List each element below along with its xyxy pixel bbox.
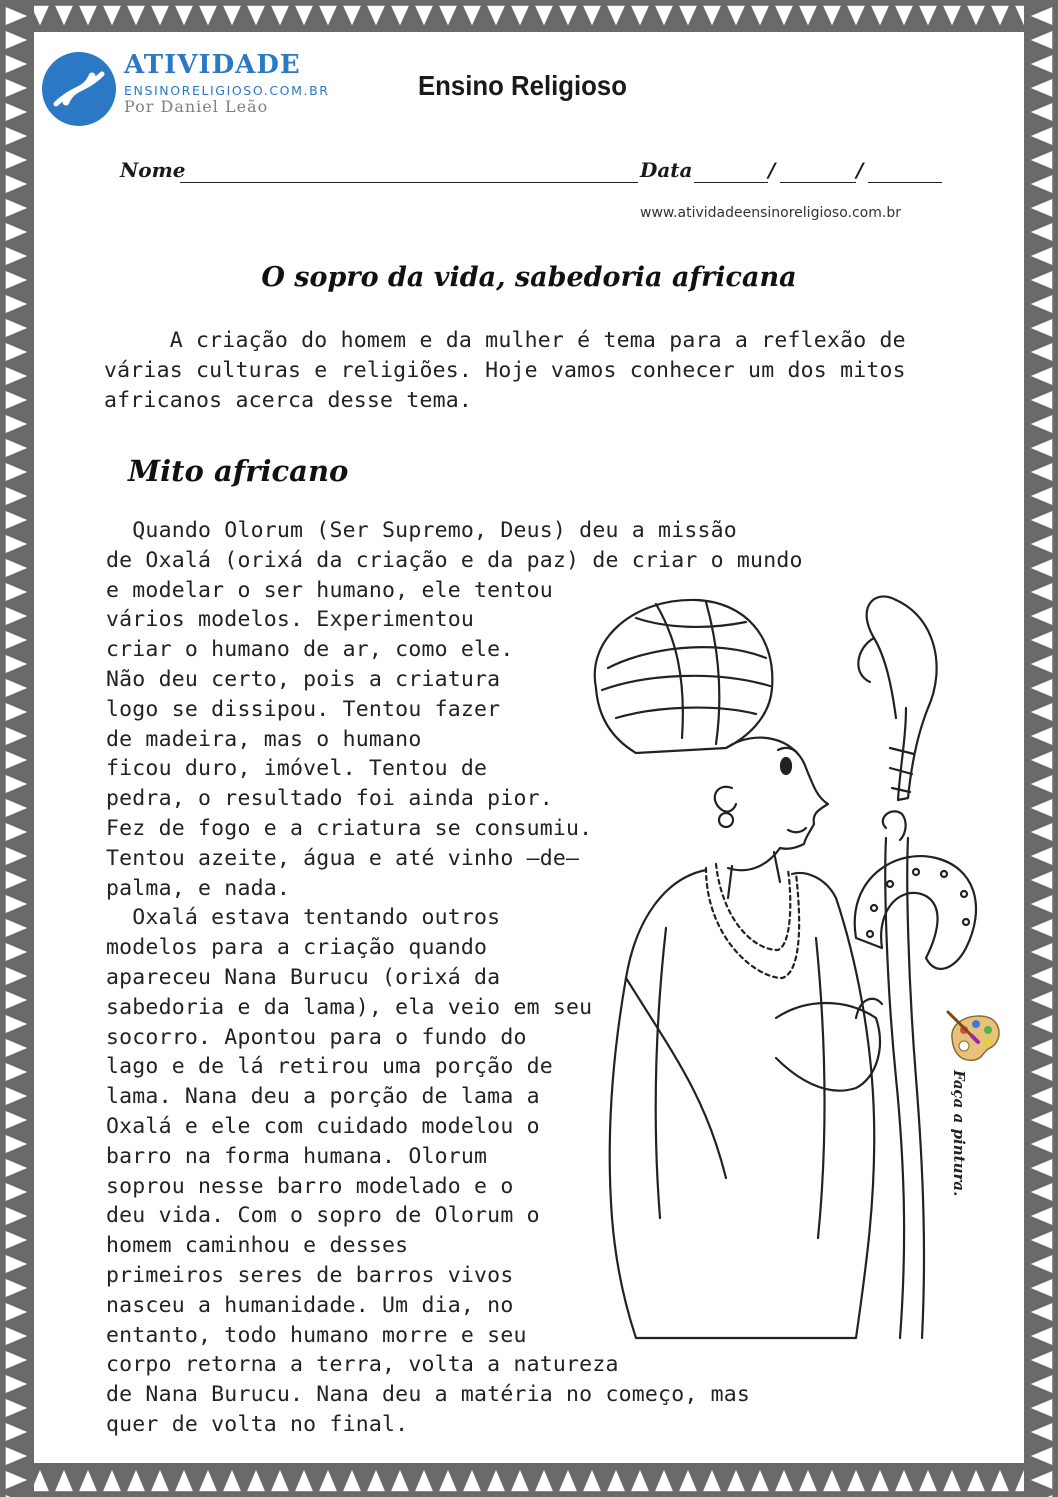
name-date-line — [120, 158, 942, 188]
story-line: lama. Nana deu a porção de lama a — [106, 1084, 540, 1110]
date-month-field[interactable] — [780, 182, 856, 183]
story-line: entanto, todo humano morre e seu — [106, 1322, 527, 1348]
story-line: criar o humano de ar, como ele. — [106, 637, 514, 663]
story-line: vários modelos. Experimentou — [106, 607, 475, 633]
site-logo — [42, 42, 372, 122]
oxala-figure-illustration — [556, 578, 986, 1348]
decorative-border-left — [0, 0, 34, 1497]
intro-line: A criação do homem e da mulher é tema para a reflexão de — [104, 328, 906, 353]
decorative-border-right — [1024, 0, 1058, 1497]
story-line: de Nana Burucu. Nana deu a matéria no começo, mas — [106, 1382, 751, 1408]
story-line: modelos para a criação quando — [106, 935, 488, 961]
story-line: palma, e nada. — [106, 875, 291, 901]
decorative-border-bottom — [0, 1463, 1058, 1497]
story-line: Oxalá estava tentando outros — [106, 905, 501, 931]
story-line: Quando Olorum (Ser Supremo, Deus) deu a missão — [106, 518, 737, 543]
website-url: www.atividadeensinoreligioso.com.br — [640, 205, 901, 221]
date-label: Data — [640, 158, 693, 182]
paint-instruction — [948, 1070, 988, 1220]
intro-paragraph — [104, 326, 964, 416]
story-line: de Oxalá (orixá da criação e da paz) de criar o mundo — [106, 547, 803, 573]
story-line: logo se dissipou. Tentou fazer — [106, 696, 501, 722]
logo-title: ATIVIDADE — [124, 50, 301, 80]
story-line: apareceu Nana Burucu (orixá da — [106, 964, 501, 990]
decorative-border-top — [0, 0, 1058, 32]
story-line: homem caminhou e desses — [106, 1233, 409, 1259]
story-line: corpo retorna a terra, volta a natureza — [106, 1352, 619, 1378]
story-line: lago e de lá retirou uma porção de — [106, 1054, 553, 1080]
story-line: primeiros seres de barros vivos — [106, 1262, 514, 1288]
intro-line: africanos acerca desse tema. — [104, 388, 473, 413]
page-title: O sopro da vida, sabedoria africana — [261, 262, 797, 293]
date-separator: / — [768, 158, 776, 182]
paint-palette-icon — [944, 1008, 1004, 1064]
paint-instruction-text: Faça a pintura. — [950, 1070, 968, 1197]
intro-line: várias culturas e religiões. Hoje vamos conhecer um dos mitos — [104, 358, 906, 383]
story-line: ficou duro, imóvel. Tentou de — [106, 756, 488, 782]
date-day-field[interactable] — [694, 182, 768, 183]
story-line: socorro. Apontou para o fundo do — [106, 1024, 527, 1050]
story-line: pedra, o resultado foi ainda pior. — [106, 786, 553, 812]
date-year-field[interactable] — [868, 182, 942, 183]
story-line: sabedoria e da lama), ela veio em seu — [106, 994, 593, 1020]
hands-logo-icon — [42, 52, 116, 126]
logo-subtitle: ENSINORELIGIOSO.COM.BR — [124, 83, 330, 98]
story-line: Fez de fogo e a criatura se consumiu. — [106, 815, 593, 841]
story-line: Oxalá e ele com cuidado modelou o — [106, 1113, 540, 1139]
name-field[interactable] — [180, 182, 638, 183]
story-line: Não deu certo, pois a criatura — [106, 666, 501, 692]
story-line: barro na forma humana. Olorum — [106, 1143, 488, 1169]
page-subject: Ensino Religioso — [418, 70, 627, 101]
name-label: Nome — [120, 158, 186, 182]
logo-author: Por Daniel Leão — [124, 97, 269, 116]
story-line: quer de volta no final. — [106, 1411, 409, 1437]
story-line: soprou nesse barro modelado e o — [106, 1173, 514, 1199]
story-line: de madeira, mas o humano — [106, 726, 422, 752]
story-line: nasceu a humanidade. Um dia, no — [106, 1292, 514, 1318]
story-line: Tentou azeite, água e até vinho –de– — [106, 845, 580, 871]
date-separator: / — [856, 158, 864, 182]
section-heading: Mito africano — [128, 454, 349, 488]
story-line: e modelar o ser humano, ele tentou — [106, 577, 553, 603]
story-line: deu vida. Com o sopro de Olorum o — [106, 1203, 540, 1229]
